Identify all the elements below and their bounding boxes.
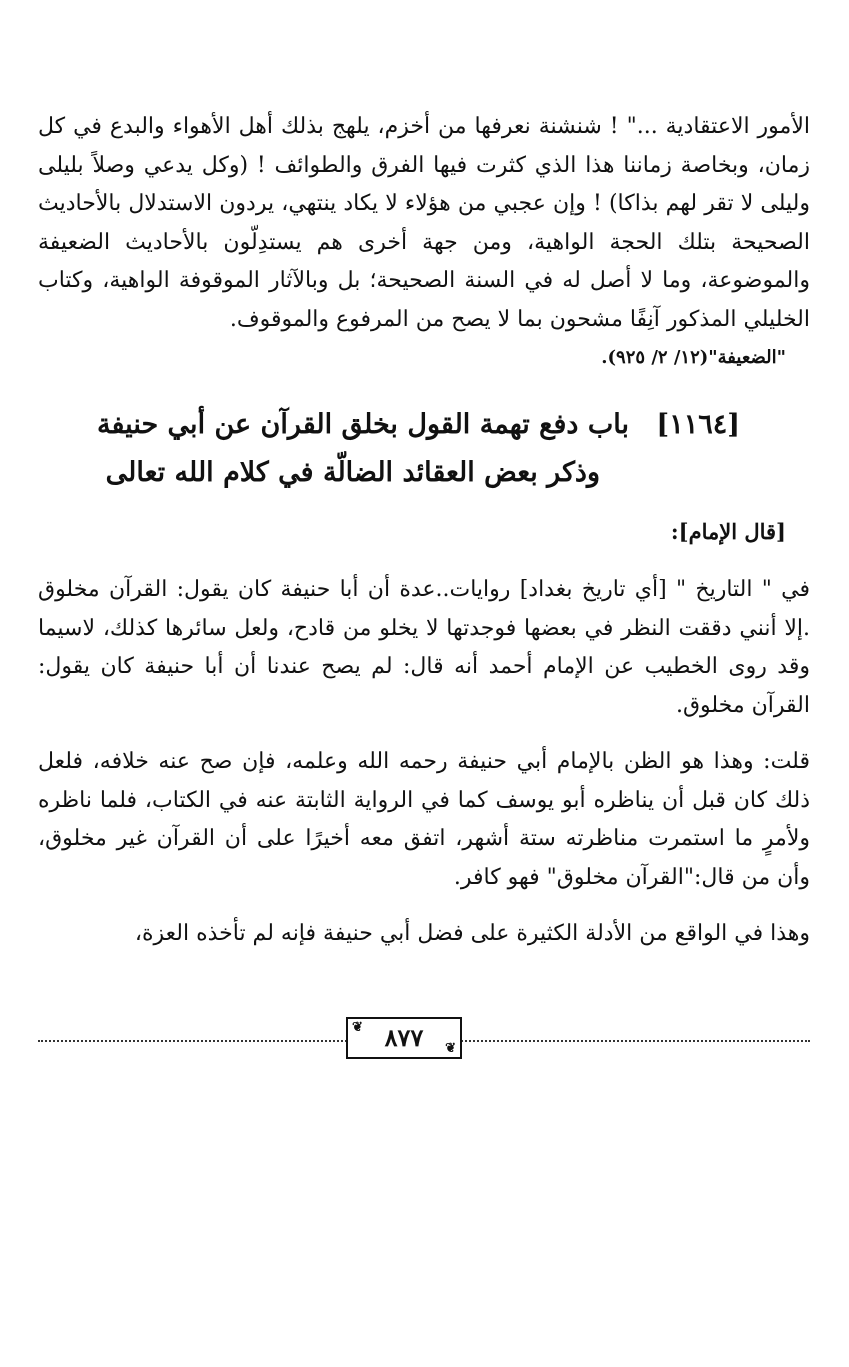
page-body xyxy=(38,108,810,954)
chapter-number: [١١٦٤] xyxy=(656,409,740,440)
paragraph-intro: الأمور الاعتقادية ..." ! شنشنة نعرفها من أخزم، يلهج بذلك أهل الأهواء والبدع في كل زمان، وبخاصة زماننا هذا الذي كثرت فيها الفرق والطوائف ! (وكل يدعي وصلاً بليلى وليلى لا تقر لهم بذاكا) ! وإن عجبي من هؤلاء لا يكاد ينتهي، يردون الاستدلال بالأحاديث الصحيحة بتلك الحجة الواهية، ومن جهة أخرى هم يستدِلّون بالأحاديث الضعيفة والموضوعة، وما لا أصل له في السنة الصحيحة؛ بل وبالآثار الموقوفة الواهية، وكتاب الخليلي المذكور آنِفًا مشحون بما لا يصح من المرفوع والموقوف. xyxy=(38,114,810,332)
chapter-heading xyxy=(38,401,810,497)
frame-ornament-icon: ❦ xyxy=(445,1041,456,1056)
page-footer xyxy=(38,1013,810,1063)
chapter-heading-line-1 xyxy=(38,401,740,449)
paragraph-history: في " التاريخ " [أي تاريخ بغداد] روايات..عدة أن أبا حنيفة كان يقول: القرآن مخلوق .إلا أنني دققت النظر في بعضها فوجدتها لا يخلو من قادح، ولعل سائرها كذلك، لاسيما وقد روى الخطيب عن الإمام أحمد أنه قال: لم يصح عندنا أن أبا حنيفة كان يقول: القرآن مخلوق. xyxy=(38,577,810,718)
page-number: ٨٧٧ xyxy=(384,1023,424,1052)
speaker-label: [قال الإمام]: xyxy=(670,519,786,544)
paragraph-comment: قلت: وهذا هو الظن بالإمام أبي حنيفة رحمه الله وعلمه، فإن صح عنه خلافه، فلعل ذلك كان قبل أن يناظره أبو يوسف كما في الرواية الثابتة عنه في الكتاب، فلما ناظره ولأمرٍ ما استمرت مناظرته ستة أشهر، اتفق معه أخيرًا على أن القرآن غير مخلوق، وأن من قال:"القرآن مخلوق" فهو كافر. xyxy=(38,749,810,890)
chapter-title-line-2: وذكر بعض العقائد الضالّة في كلام الله تعالى xyxy=(105,457,600,488)
page-number-frame xyxy=(346,1017,462,1059)
chapter-title-line-1: باب دفع تهمة القول بخلق القرآن عن أبي حنيفة xyxy=(97,409,630,440)
source-citation: "الضعيفة"(١٢/ ٢/ ٩٢٥). xyxy=(601,347,786,368)
frame-ornament-icon: ❦ xyxy=(352,1020,363,1035)
paragraph-conclusion: وهذا في الواقع من الأدلة الكثيرة على فضل أبي حنيفة فإنه لم تأخذه العزة، xyxy=(134,921,810,946)
